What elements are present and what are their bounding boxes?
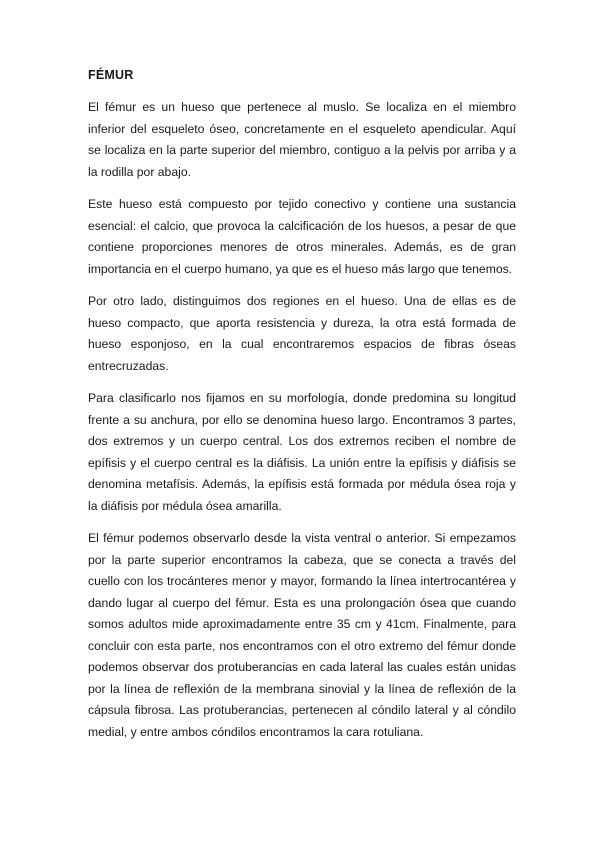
paragraph-location: El fémur es un hueso que pertenece al muslo. Se localiza en el miembro inferior del esqueleto óseo, concretamente en el esqueleto apendicular. Aquí se localiza en la parte superior del miembro, contiguo a la pelvis por arriba y a la rodilla por abajo. (88, 100, 516, 179)
paragraph-composition: Este hueso está compuesto por tejido conectivo y contiene una sustancia esencial: el calcio, que provoca la calcificación de los huesos, a pesar de que contiene proporciones menores de otros minerales. Además, es de gran importancia en el cuerpo humano, ya que es el hueso más largo que tenemos. (88, 197, 516, 276)
paragraph-classification: Para clasificarlo nos fijamos en su morfología, donde predomina su longitud frente a su anchura, por ello se denomina hueso largo. Encontramos 3 partes, dos extremos y un cuerpo central. Los dos extremos reciben el nombre de epífisis y el cuerpo central es la diáfisis. La unión entre la epífisis y diáfisis se denomina metafísis. Además, la epífisis está formada por médula ósea roja y la diáfisis por médula ósea amarilla. (88, 391, 516, 513)
document-page (88, 66, 516, 754)
document-title: FÉMUR (88, 68, 134, 82)
paragraph-anatomy: El fémur podemos observarlo desde la vista ventral o anterior. Si empezamos por la parte superior encontramos la cabeza, que se conecta a través del cuello con los trocánteres menor y mayor, formando la línea intertrocantérea y dando lugar al cuerpo del fémur. Esta es una prolongación ósea que cuando somos adultos mide aproximadamente entre 35 cm y 41cm. Finalmente, para concluir con esta parte, nos encontramos con el otro extremo del fémur donde podemos observar dos protuberancias en cada lateral las cuales están unidas por la línea de reflexión de la membrana sinovial y la línea de reflexión de la cápsula fibrosa. Las protuberancias, pertenecen al cóndilo lateral y al cóndilo medial, y entre ambos cóndilos encontramos la cara rotuliana. (88, 531, 516, 739)
paragraph-regions: Por otro lado, distinguimos dos regiones en el hueso. Una de ellas es de hueso compacto, que aporta resistencia y dureza, la otra está formada de hueso esponjoso, en la cual encontraremos espacios de fibras óseas entrecruzadas. (88, 294, 516, 373)
